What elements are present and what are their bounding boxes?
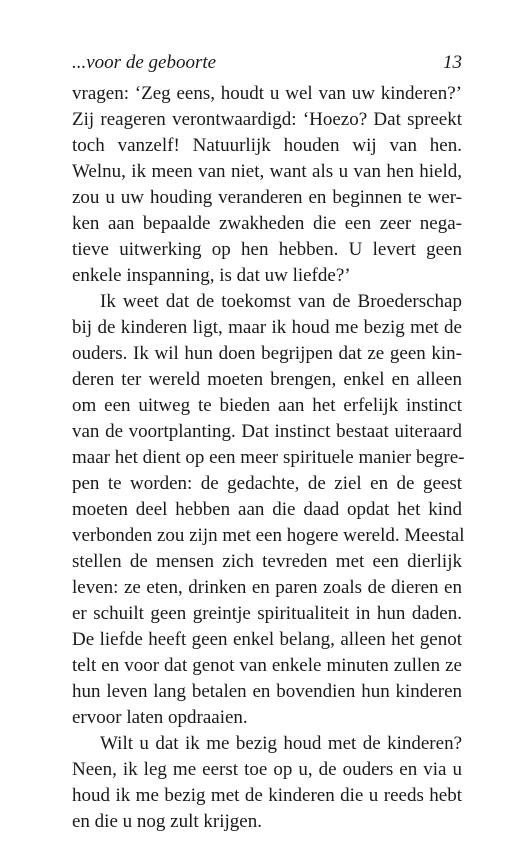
body-text (72, 81, 465, 835)
text-line: telt en voor dat genot van enkele minuten zullen ze (72, 655, 462, 676)
text-line: vragen: ‘Zeg eens, houdt u wel van uw kinderen?’ (72, 83, 462, 104)
text-line: bij de kinderen ligt, maar ik houd me bezig met de (72, 317, 462, 338)
page-number: 13 (443, 52, 462, 73)
text-line: en die u nog zult krijgen. (72, 811, 262, 832)
text-line: om een uitweg te bieden aan het erfelijk instinct (72, 395, 462, 416)
text-line: Ik weet dat de toekomst van de Broederschap (100, 291, 462, 312)
text-line: De liefde heeft geen enkel belang, alleen het genot (72, 629, 462, 650)
text-line: pen te worden: de gedachte, de ziel en de geest (72, 473, 462, 494)
text-line: stellen de mensen zich tevreden met een dierlijk (72, 551, 462, 572)
text-line: enkele inspanning, is dat uw liefde?’ (72, 265, 351, 286)
text-line: ouders. Ik wil hun doen begrijpen dat ze geen kin- (72, 343, 462, 364)
text-line: moeten deel hebben aan die daad opdat het kind (72, 499, 462, 520)
text-line: Neen, ik leg me eerst toe op u, de ouders en via u (72, 759, 462, 780)
text-line: er schuilt geen greintje spiritualiteit in hun daden. (72, 603, 462, 624)
text-line: Wilt u dat ik me bezig houd met de kinderen? (100, 733, 462, 754)
text-line: toch vanzelf! Natuurlijk houden wij van hen. (72, 135, 462, 156)
running-header (72, 50, 462, 76)
text-line: Zij reageren verontwaardigd: ‘Hoezo? Dat spreekt (72, 109, 462, 130)
text-line: van de voortplanting. Dat instinct bestaat uiteraard (72, 421, 462, 442)
chapter-title: ...voor de geboorte (72, 52, 217, 73)
text-line: Welnu, ik meen van niet, want als u van hen hield, (72, 161, 462, 182)
text-line: ken aan bepaalde zwakheden die een zeer nega- (72, 213, 462, 234)
text-line: tieve uitwerking op hen hebben. U levert geen (72, 239, 462, 260)
text-line: leven: ze eten, drinken en paren zoals de dieren en (72, 577, 462, 598)
text-line: ervoor laten opdraaien. (72, 707, 248, 728)
text-line: maar het dient op een meer spirituele manier begre- (72, 447, 465, 468)
text-line: houd ik me bezig met de kinderen die u reeds hebt (72, 785, 462, 806)
text-line: deren ter wereld moeten brengen, enkel en alleen (72, 369, 462, 390)
text-line: hun leven lang betalen en bovendien hun kinderen (72, 681, 462, 702)
text-line: verbonden zou zijn met een hogere wereld. Meestal (72, 525, 465, 546)
text-line: zou u uw houding veranderen en beginnen te wer- (72, 187, 462, 208)
